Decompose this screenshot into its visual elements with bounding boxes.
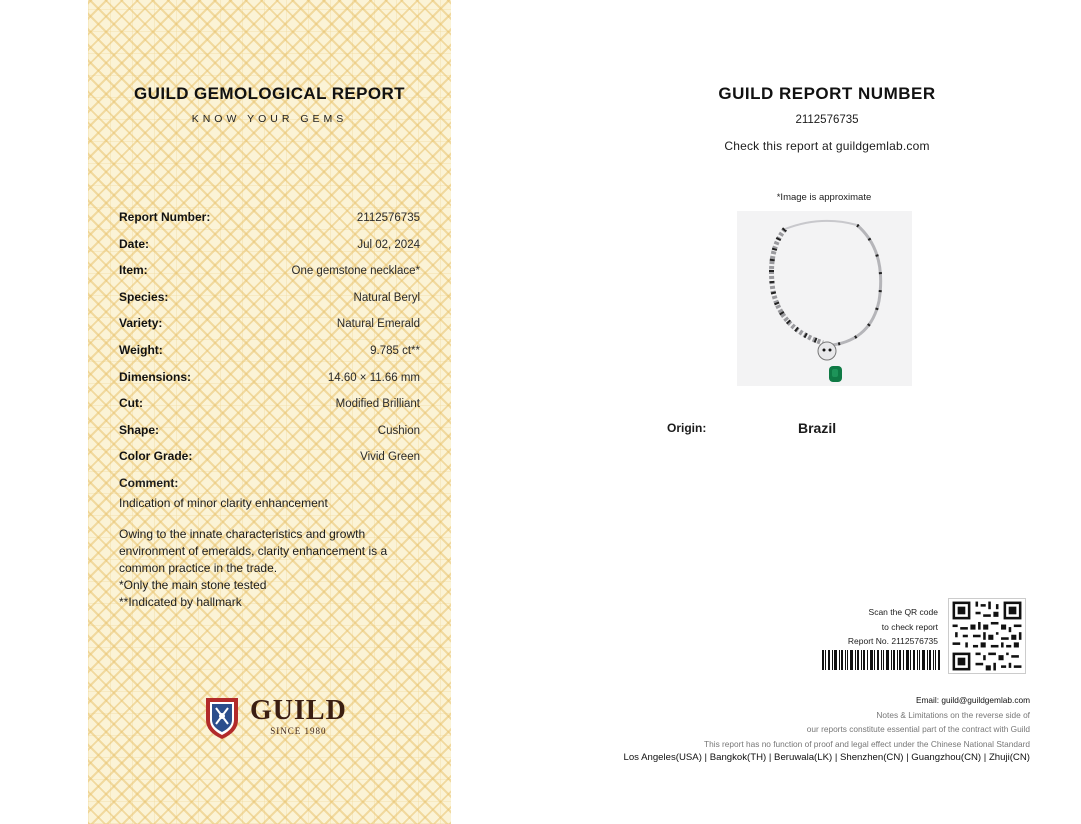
footer-line: Notes & Limitations on the reverse side of bbox=[876, 709, 1030, 720]
field-value: Natural Emerald bbox=[336, 318, 420, 331]
field-variety bbox=[119, 316, 420, 343]
field-label: Item: bbox=[119, 263, 148, 278]
report-title: GUILD GEMOLOGICAL REPORT bbox=[134, 84, 405, 103]
note-main-stone: *Only the main stone tested bbox=[119, 577, 267, 592]
field-value: Cushion bbox=[377, 424, 420, 437]
footer-line: our reports constitute essential part of the contract with Guild bbox=[806, 724, 1030, 735]
report-left-panel bbox=[88, 0, 451, 824]
footer-line: This report has no function of proof and legal effect under the Chinese National Standard bbox=[704, 738, 1030, 749]
field-shape bbox=[119, 423, 420, 450]
field-label: Report Number: bbox=[119, 210, 211, 224]
scan-report-no: Report No. 2112576735 bbox=[847, 636, 938, 646]
notes-block bbox=[119, 526, 419, 611]
barcode bbox=[822, 650, 940, 670]
report-subtitle: KNOW YOUR GEMS bbox=[191, 113, 348, 125]
field-value: Vivid Green bbox=[360, 451, 420, 464]
qr-code-icon bbox=[949, 599, 1025, 673]
report-number-title: GUILD REPORT NUMBER bbox=[718, 84, 936, 103]
footer bbox=[580, 693, 1030, 766]
field-value: One gemstone necklace* bbox=[291, 265, 420, 278]
origin-label: Origin: bbox=[667, 421, 707, 435]
report-fields bbox=[119, 210, 420, 611]
field-label: Cut: bbox=[119, 396, 143, 411]
field-label: Variety: bbox=[119, 316, 163, 331]
shield-icon bbox=[204, 694, 240, 740]
field-value: Jul 02, 2024 bbox=[357, 238, 420, 251]
qr-code[interactable] bbox=[948, 598, 1026, 674]
note-hallmark: **Indicated by hallmark bbox=[119, 594, 242, 609]
field-label: Color Grade: bbox=[119, 449, 193, 464]
comment-label: Comment: bbox=[119, 475, 179, 490]
report-number-value: 2112576735 bbox=[795, 114, 859, 126]
field-label: Date: bbox=[119, 236, 150, 251]
origin-value: Brazil bbox=[798, 420, 837, 436]
note-enhancement: Owing to the innate characteristics and growth environment of emeralds, clarity enhancement is a common practice in the trade. bbox=[119, 526, 388, 575]
field-weight bbox=[119, 343, 420, 370]
field-value: 9.785 ct** bbox=[370, 344, 420, 357]
field-cut bbox=[119, 396, 420, 423]
logo-since: SINCE 1980 bbox=[270, 726, 327, 736]
field-report-number bbox=[119, 210, 420, 237]
field-label: Species: bbox=[119, 289, 169, 304]
field-label: Weight: bbox=[119, 342, 163, 357]
field-label: Shape: bbox=[119, 422, 160, 437]
field-value: Modified Brilliant bbox=[335, 398, 420, 411]
field-color-grade bbox=[119, 449, 420, 476]
field-date bbox=[119, 237, 420, 264]
necklace-image bbox=[737, 211, 912, 386]
scan-line: to check report bbox=[881, 621, 938, 632]
field-value: 14.60 × 11.66 mm bbox=[327, 371, 420, 384]
image-approx-note: *Image is approximate bbox=[776, 192, 872, 203]
scan-line: Scan the QR code bbox=[868, 607, 938, 617]
field-value: Natural Beryl bbox=[353, 291, 420, 304]
field-item bbox=[119, 263, 420, 290]
field-dimensions bbox=[119, 370, 420, 397]
logo-word: GUILD bbox=[250, 695, 347, 726]
footer-locations: Los Angeles(USA) | Bangkok(TH) | Beruwala(LK) | Shenzhen(CN) | Guangzhou(CN) | Zhuji(CN) bbox=[623, 752, 1030, 764]
field-value: 2112576735 bbox=[356, 212, 420, 224]
check-report-text: Check this report at guildgemlab.com bbox=[724, 139, 930, 153]
field-label: Dimensions: bbox=[119, 369, 192, 384]
scan-instructions bbox=[800, 605, 938, 649]
guild-logo bbox=[204, 694, 347, 740]
comment-text: Indication of minor clarity enhancement bbox=[119, 495, 328, 510]
necklace-illustration bbox=[737, 211, 912, 386]
logo-text bbox=[250, 695, 347, 736]
field-species bbox=[119, 290, 420, 317]
footer-email: Email: guild@guildgemlab.com bbox=[915, 695, 1030, 705]
